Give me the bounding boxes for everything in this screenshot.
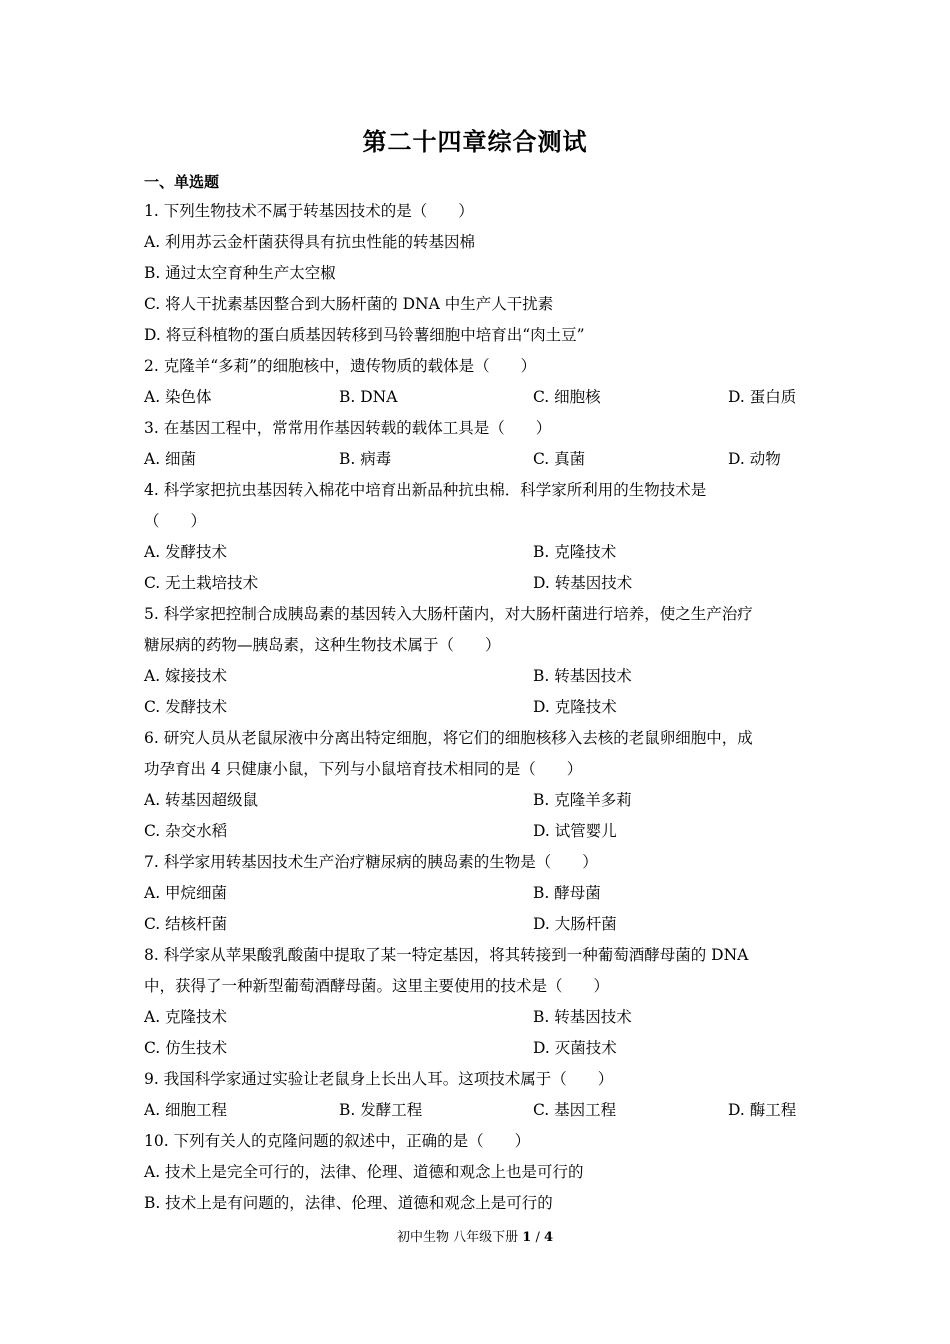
answer-option: A. 嫁接技术 — [144, 667, 228, 685]
question-stem: 中，获得了一种新型葡萄酒酵母菌。这里主要使用的技术是（ ） — [144, 977, 610, 995]
answer-option: D. 酶工程 — [728, 1101, 797, 1119]
question-stem: 4. 科学家把抗虫基因转入棉花中培育出新品种抗虫棉．科学家所利用的生物技术是 — [144, 481, 707, 499]
answer-option: A. 技术上是完全可行的，法律、伦理、道德和观念上也是可行的 — [144, 1163, 584, 1181]
option-row — [144, 568, 804, 599]
answer-option: D. 灭菌技术 — [533, 1039, 617, 1057]
answer-option: C. 杂交水稻 — [144, 822, 228, 840]
answer-option: A. 转基因超级鼠 — [144, 791, 259, 809]
question-stem: 2. 克隆羊“多莉”的细胞核中，遗传物质的载体是（ ） — [144, 357, 537, 375]
answer-option: B. 转基因技术 — [533, 667, 632, 685]
question-stem: 10. 下列有关人的克隆问题的叙述中，正确的是（ ） — [144, 1132, 531, 1150]
question-stem: 7. 科学家用转基因技术生产治疗糖尿病的胰岛素的生物是（ ） — [144, 853, 598, 871]
answer-option: B. 发酵工程 — [339, 1101, 423, 1119]
section-heading: 一、单选题 — [144, 173, 220, 191]
question-stem: 3. 在基因工程中，常常用作基因转载的载体工具是（ ） — [144, 419, 552, 437]
option-row — [144, 444, 804, 475]
question-stem: 1. 下列生物技术不属于转基因技术的是（ ） — [144, 202, 474, 220]
option-row — [144, 1095, 804, 1126]
answer-option: D. 克隆技术 — [533, 698, 617, 716]
answer-option: B. 克隆技术 — [533, 543, 617, 561]
answer-option: B. 病毒 — [339, 450, 392, 468]
footer-page-total: 4 — [543, 1230, 554, 1245]
question-stem: 糖尿病的药物—胰岛素，这种生物技术属于（ ） — [144, 636, 501, 654]
answer-option: D. 动物 — [728, 450, 781, 468]
answer-option: D. 试管婴儿 — [533, 822, 617, 840]
question-stem: 8. 科学家从苹果酸乳酸菌中提取了某一特定基因，将其转接到一种葡萄酒酵母菌的 DNA — [144, 946, 749, 964]
question-stem: （ ） — [144, 512, 207, 530]
answer-option: A. 染色体 — [144, 388, 212, 406]
footer-label: 初中生物 八年级下册 — [396, 1230, 519, 1245]
page-title: 第二十四章综合测试 — [362, 127, 588, 156]
answer-option: A. 克隆技术 — [144, 1008, 228, 1026]
option-row — [144, 1002, 804, 1033]
question-list — [144, 196, 804, 1219]
answer-option: B. 技术上是有问题的，法律、伦理、道德和观念上是可行的 — [144, 1194, 553, 1212]
option-row — [144, 785, 804, 816]
page-footer — [0, 1226, 950, 1245]
answer-option: B. 转基因技术 — [533, 1008, 632, 1026]
answer-option: C. 无土栽培技术 — [144, 574, 259, 592]
answer-option: C. 基因工程 — [533, 1101, 617, 1119]
question-stem: 9. 我国科学家通过实验让老鼠身上长出人耳。这项技术属于（ ） — [144, 1070, 614, 1088]
answer-option: C. 发酵技术 — [144, 698, 228, 716]
option-row — [144, 1033, 804, 1064]
answer-option: A. 细胞工程 — [144, 1101, 228, 1119]
option-row — [144, 816, 804, 847]
answer-option: D. 大肠杆菌 — [533, 915, 617, 933]
answer-option: A. 发酵技术 — [144, 543, 228, 561]
answer-option: B. 通过太空育种生产太空椒 — [144, 264, 336, 282]
answer-option: C. 仿生技术 — [144, 1039, 228, 1057]
answer-option: D. 蛋白质 — [728, 388, 797, 406]
answer-option: D. 将豆科植物的蛋白质基因转移到马铃薯细胞中培育出“肉土豆” — [144, 326, 585, 344]
option-row — [144, 382, 804, 413]
question-stem: 6. 研究人员从老鼠尿液中分离出特定细胞，将它们的细胞核移入去核的老鼠卵细胞中，成 — [144, 729, 753, 747]
footer-separator: / — [535, 1230, 540, 1245]
option-row — [144, 692, 804, 723]
answer-option: A. 细菌 — [144, 450, 197, 468]
answer-option: D. 转基因技术 — [533, 574, 633, 592]
answer-option: A. 利用苏云金杆菌获得具有抗虫性能的转基因棉 — [144, 233, 476, 251]
answer-option: C. 结核杆菌 — [144, 915, 228, 933]
option-row — [144, 661, 804, 692]
answer-option: C. 将人干扰素基因整合到大肠杆菌的 DNA 中生产人干扰素 — [144, 295, 554, 313]
option-row — [144, 878, 804, 909]
answer-option: C. 细胞核 — [533, 388, 601, 406]
footer-page-number: 1 — [522, 1230, 532, 1245]
question-stem: 5. 科学家把控制合成胰岛素的基因转入大肠杆菌内，对大肠杆菌进行培养，使之生产治疗 — [144, 605, 753, 623]
answer-option: B. 克隆羊多莉 — [533, 791, 632, 809]
answer-option: B. DNA — [339, 388, 398, 406]
answer-option: B. 酵母菌 — [533, 884, 601, 902]
answer-option: C. 真菌 — [533, 450, 586, 468]
option-row — [144, 909, 804, 940]
question-stem: 功孕育出 4 只健康小鼠，下列与小鼠培育技术相同的是（ ） — [144, 760, 583, 778]
option-row — [144, 537, 804, 568]
answer-option: A. 甲烷细菌 — [144, 884, 228, 902]
